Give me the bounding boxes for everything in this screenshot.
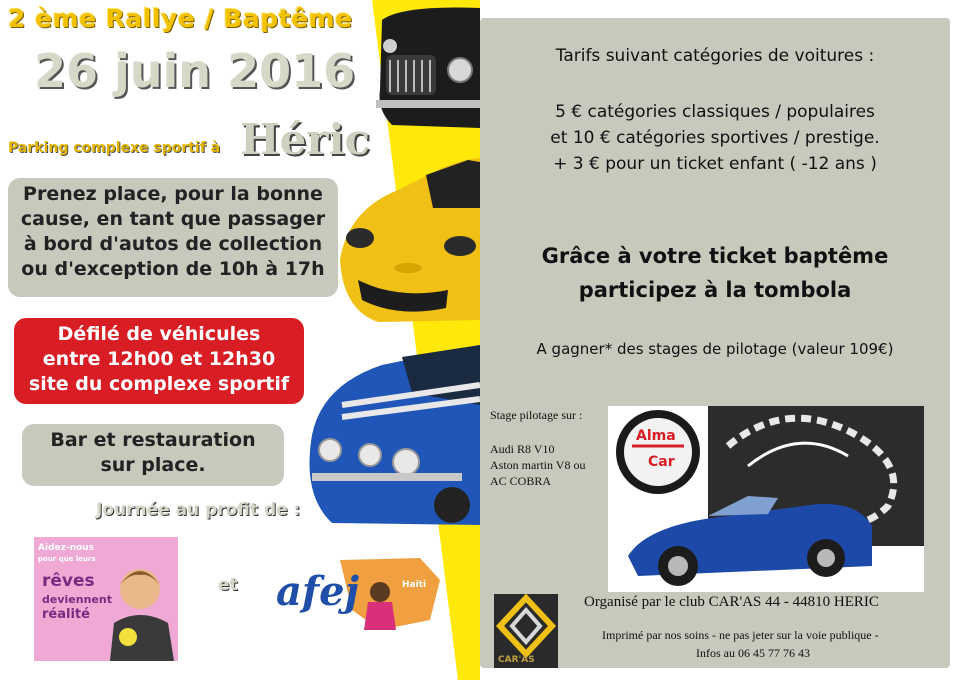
passenger-line: Prenez place, pour la bonne [23, 183, 323, 205]
info-panel [480, 18, 950, 668]
bar-info-box [22, 424, 284, 486]
parade-line: entre 12h00 et 12h30 [42, 348, 276, 370]
organizer-text: Organisé par le club CAR'AS 44 - 44810 HERIC [584, 594, 879, 610]
bar-line: sur place. [100, 454, 206, 476]
afej-logo [270, 550, 450, 642]
poster-line: deviennent [42, 593, 112, 606]
passenger-line: ou d'exception de 10h à 17h [21, 258, 325, 280]
caras-club-logo [494, 594, 558, 668]
stage-car: Aston martin V8 ou [490, 458, 586, 472]
poster-line: rêves [42, 571, 95, 591]
parade-info-box [14, 318, 304, 404]
passenger-info-box [8, 178, 338, 297]
passenger-line: à bord d'autos de collection [23, 233, 323, 255]
yellow-sports-car-image [338, 150, 480, 325]
right-panel [480, 0, 960, 680]
almacar-logo-bottom: Car [648, 454, 675, 470]
stage-promo-image [608, 406, 924, 592]
price-line: 5 € catégories classiques / populaires [555, 102, 875, 122]
blue-renault-car-image [302, 345, 480, 525]
child-photo-illustration [106, 557, 178, 661]
printed-notice: Imprimé par nos soins - ne pas jeter sur la voie publique - [602, 628, 879, 642]
tombola-line: Grâce à votre ticket baptême [541, 244, 889, 268]
et-connector: et [218, 575, 238, 595]
passenger-line: cause, en tant que passager [20, 208, 326, 230]
tombola-line: participez à la tombola [578, 278, 852, 302]
afej-logo-text: afej [276, 568, 360, 615]
prize-text: A gagner* des stages de pilotage (valeur 109€) [536, 340, 894, 358]
stage-car: Audi R8 V10 [490, 442, 555, 456]
parade-line: site du complexe sportif [28, 373, 290, 395]
charity-poster-image [34, 537, 178, 661]
parking-location-label: Parking complexe sportif à [8, 140, 221, 156]
caras-logo-text: CAR'AS [498, 655, 535, 665]
charity-label: Journée au profit de : [96, 500, 301, 520]
vintage-black-car-image [372, 0, 480, 130]
stage-intro: Stage pilotage sur : [490, 408, 583, 422]
bar-line: Bar et restauration [50, 429, 256, 451]
price-line: et 10 € catégories sportives / prestige. [550, 128, 880, 148]
poster-line: Aidez-nous [38, 543, 94, 553]
event-date: 26 juin 2016 [34, 44, 356, 98]
almacar-logo-top: Alma [636, 428, 676, 444]
parade-line: Défilé de véhicules [57, 323, 261, 345]
price-line: + 3 € pour un ticket enfant ( -12 ans ) [553, 154, 877, 174]
poster-line: réalité [42, 607, 90, 622]
poster-line: pour que leurs [38, 555, 96, 563]
stage-car: AC COBRA [490, 474, 552, 488]
pricing-heading: Tarifs suivant catégories de voitures : [555, 46, 875, 66]
town-name: Héric [240, 115, 371, 164]
contact-info: Infos au 06 45 77 76 43 [696, 646, 810, 660]
afej-haiti-text: Haïti [402, 580, 427, 590]
rallye-title: 2 ème Rallye / Baptême [8, 4, 353, 33]
